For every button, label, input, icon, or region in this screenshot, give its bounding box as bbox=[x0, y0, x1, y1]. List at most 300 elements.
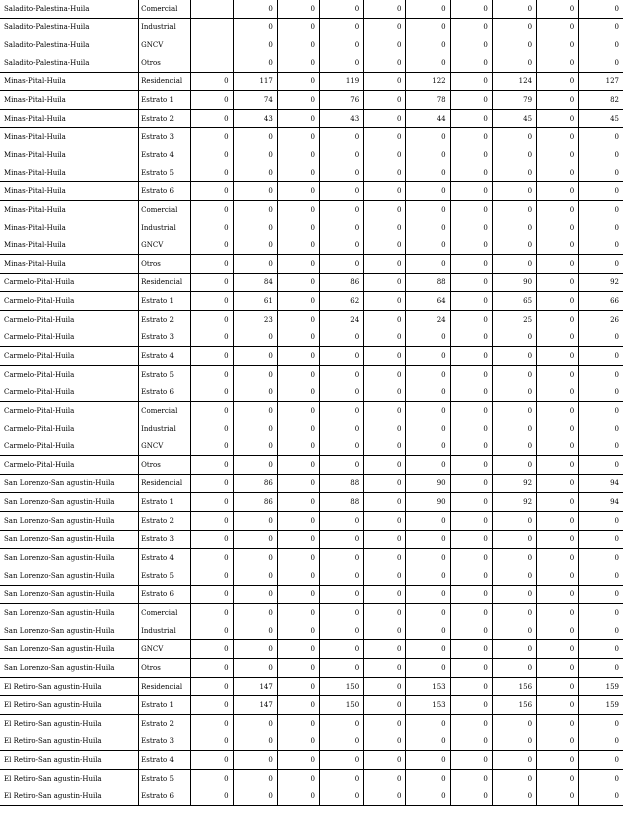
value-cell: 0 bbox=[450, 659, 492, 678]
value-cell: 0 bbox=[320, 640, 364, 659]
value-cell: 0 bbox=[364, 292, 406, 311]
location-cell: Minas-Pital-Huila bbox=[4, 150, 66, 159]
value-cell: 0 bbox=[406, 164, 450, 182]
value-cell: 0 bbox=[320, 402, 364, 420]
value-cell: 0 bbox=[191, 788, 233, 806]
value-cell: 0 bbox=[406, 751, 450, 770]
value-cell: 0 bbox=[579, 0, 623, 18]
value-cell: 0 bbox=[450, 0, 492, 18]
value-cell: 0 bbox=[406, 128, 450, 146]
value-cell: 0 bbox=[492, 585, 536, 604]
value-cell: 0 bbox=[450, 182, 492, 201]
location-cell: Minas-Pital-Huila bbox=[0, 182, 139, 201]
value-cell: 0 bbox=[537, 714, 579, 732]
value-cell: 0 bbox=[364, 273, 406, 292]
value-cell: 0 bbox=[364, 788, 406, 806]
category-cell: Otros bbox=[139, 54, 191, 72]
value-cell: 0 bbox=[233, 402, 277, 420]
value-cell: 66 bbox=[579, 292, 623, 311]
table-row bbox=[0, 493, 623, 512]
value-cell: 0 bbox=[277, 109, 319, 128]
value-cell: 0 bbox=[492, 420, 536, 438]
value-cell: 0 bbox=[537, 585, 579, 604]
table-row bbox=[0, 677, 623, 696]
value-cell: 0 bbox=[364, 201, 406, 219]
value-cell: 0 bbox=[364, 236, 406, 254]
value-cell: 0 bbox=[406, 18, 450, 36]
value-cell: 0 bbox=[450, 109, 492, 128]
value-cell: 0 bbox=[450, 567, 492, 585]
value-cell: 0 bbox=[191, 236, 233, 254]
value-cell: 0 bbox=[492, 788, 536, 806]
value-cell: 0 bbox=[277, 640, 319, 659]
value-cell: 0 bbox=[277, 18, 319, 36]
value-cell: 0 bbox=[320, 511, 364, 530]
value-cell: 0 bbox=[492, 347, 536, 366]
location-cell: Saladito-Palestina-Huila bbox=[0, 0, 139, 18]
category-cell: Estrato 3 bbox=[139, 128, 191, 146]
table-row bbox=[0, 146, 623, 164]
value-cell: 150 bbox=[320, 696, 364, 715]
value-cell: 0 bbox=[406, 36, 450, 54]
value-cell: 0 bbox=[450, 511, 492, 530]
value-cell: 0 bbox=[450, 585, 492, 604]
value-cell: 0 bbox=[450, 201, 492, 219]
value-cell: 76 bbox=[320, 91, 364, 110]
value-cell: 0 bbox=[406, 659, 450, 678]
location-cell: Minas-Pital-Huila bbox=[0, 164, 139, 182]
value-cell: 0 bbox=[579, 511, 623, 530]
value-cell bbox=[191, 18, 233, 36]
location-cell: Minas-Pital-Huila bbox=[0, 72, 139, 91]
value-cell: 0 bbox=[406, 254, 450, 273]
value-cell: 0 bbox=[492, 146, 536, 164]
value-cell: 0 bbox=[579, 201, 623, 219]
value-cell: 94 bbox=[579, 474, 623, 493]
value-cell: 0 bbox=[277, 201, 319, 219]
location-cell: Minas-Pital-Huila bbox=[0, 254, 139, 273]
value-cell: 0 bbox=[191, 109, 233, 128]
value-cell: 0 bbox=[450, 622, 492, 640]
table-row bbox=[0, 329, 623, 347]
value-cell: 0 bbox=[191, 437, 233, 455]
value-cell: 0 bbox=[537, 437, 579, 455]
value-cell: 0 bbox=[364, 254, 406, 273]
value-cell: 0 bbox=[364, 530, 406, 549]
value-cell: 0 bbox=[320, 365, 364, 383]
category-cell: Estrato 5 bbox=[139, 365, 191, 383]
value-cell: 0 bbox=[450, 128, 492, 146]
value-cell: 0 bbox=[406, 201, 450, 219]
value-cell: 0 bbox=[233, 640, 277, 659]
value-cell: 0 bbox=[233, 659, 277, 678]
value-cell: 0 bbox=[537, 530, 579, 549]
value-cell: 0 bbox=[406, 640, 450, 659]
value-cell: 0 bbox=[492, 456, 536, 475]
value-cell: 0 bbox=[233, 549, 277, 567]
value-cell: 90 bbox=[406, 474, 450, 493]
value-cell: 0 bbox=[492, 769, 536, 787]
value-cell: 45 bbox=[579, 109, 623, 128]
value-cell: 0 bbox=[450, 36, 492, 54]
value-cell: 0 bbox=[277, 604, 319, 622]
value-cell: 0 bbox=[492, 640, 536, 659]
table-row bbox=[0, 640, 623, 659]
value-cell: 0 bbox=[537, 659, 579, 678]
location-cell: Carmelo-Pital-Huila bbox=[0, 383, 139, 401]
value-cell: 0 bbox=[364, 420, 406, 438]
value-cell: 0 bbox=[537, 164, 579, 182]
value-cell: 0 bbox=[406, 219, 450, 237]
value-cell: 0 bbox=[364, 549, 406, 567]
value-cell: 86 bbox=[233, 493, 277, 512]
value-cell: 0 bbox=[277, 474, 319, 493]
value-cell: 0 bbox=[406, 146, 450, 164]
location-cell: Minas-Pital-Huila bbox=[0, 91, 139, 110]
value-cell: 0 bbox=[450, 714, 492, 732]
value-cell: 44 bbox=[406, 109, 450, 128]
category-cell: Estrato 1 bbox=[139, 292, 191, 311]
value-cell: 0 bbox=[579, 36, 623, 54]
value-cell: 0 bbox=[191, 329, 233, 347]
value-cell: 0 bbox=[537, 128, 579, 146]
value-cell: 0 bbox=[492, 254, 536, 273]
value-cell: 0 bbox=[277, 420, 319, 438]
value-cell: 0 bbox=[191, 146, 233, 164]
value-cell: 0 bbox=[492, 622, 536, 640]
table-row bbox=[0, 36, 623, 54]
location-cell: El Retiro-San agustin-Huila bbox=[4, 774, 102, 783]
value-cell: 0 bbox=[191, 549, 233, 567]
category-cell: Industrial bbox=[139, 219, 191, 237]
table-row bbox=[0, 54, 623, 72]
value-cell: 0 bbox=[364, 769, 406, 787]
location-cell: San Lorenzo-San agustin-Huila bbox=[0, 530, 139, 549]
value-cell: 0 bbox=[492, 714, 536, 732]
value-cell: 0 bbox=[191, 292, 233, 311]
value-cell: 0 bbox=[191, 365, 233, 383]
value-cell: 0 bbox=[450, 219, 492, 237]
value-cell: 0 bbox=[537, 769, 579, 787]
value-cell: 0 bbox=[277, 456, 319, 475]
value-cell: 0 bbox=[320, 604, 364, 622]
value-cell: 0 bbox=[492, 604, 536, 622]
value-cell: 0 bbox=[450, 733, 492, 751]
value-cell: 0 bbox=[537, 420, 579, 438]
value-cell: 0 bbox=[579, 182, 623, 201]
location-cell: San Lorenzo-San agustin-Huila bbox=[0, 585, 139, 604]
value-cell: 0 bbox=[277, 164, 319, 182]
value-cell: 0 bbox=[450, 18, 492, 36]
value-cell: 0 bbox=[406, 437, 450, 455]
value-cell: 0 bbox=[233, 420, 277, 438]
value-cell bbox=[191, 36, 233, 54]
value-cell: 0 bbox=[579, 751, 623, 770]
value-cell: 0 bbox=[450, 549, 492, 567]
value-cell: 0 bbox=[579, 420, 623, 438]
value-cell: 0 bbox=[364, 146, 406, 164]
value-cell: 0 bbox=[450, 146, 492, 164]
value-cell: 0 bbox=[450, 420, 492, 438]
value-cell: 82 bbox=[579, 91, 623, 110]
category-cell: GNCV bbox=[139, 437, 191, 455]
value-cell: 0 bbox=[579, 329, 623, 347]
value-cell: 0 bbox=[277, 511, 319, 530]
location-cell: Carmelo-Pital-Huila bbox=[4, 315, 75, 324]
value-cell: 0 bbox=[537, 201, 579, 219]
location-cell: Carmelo-Pital-Huila bbox=[0, 273, 139, 292]
category-cell: Comercial bbox=[139, 604, 191, 622]
table-row bbox=[0, 72, 623, 91]
location-cell: San Lorenzo-San agustin-Huila bbox=[4, 554, 115, 563]
category-cell: Estrato 2 bbox=[139, 714, 191, 732]
value-cell: 159 bbox=[579, 677, 623, 696]
table-row bbox=[0, 254, 623, 273]
value-cell: 0 bbox=[364, 347, 406, 366]
table-row bbox=[0, 310, 623, 328]
value-cell: 0 bbox=[537, 788, 579, 806]
location-cell: San Lorenzo-San agustin-Huila bbox=[0, 511, 139, 530]
value-cell: 90 bbox=[406, 493, 450, 512]
table-row bbox=[0, 659, 623, 678]
table-row bbox=[0, 530, 623, 549]
table-row bbox=[0, 769, 623, 787]
value-cell: 0 bbox=[537, 365, 579, 383]
category-cell: Estrato 1 bbox=[139, 696, 191, 715]
value-cell: 0 bbox=[191, 72, 233, 91]
value-cell: 0 bbox=[537, 677, 579, 696]
category-cell: Estrato 1 bbox=[139, 493, 191, 512]
value-cell: 0 bbox=[579, 456, 623, 475]
value-cell: 86 bbox=[233, 474, 277, 493]
value-cell: 0 bbox=[537, 474, 579, 493]
value-cell: 0 bbox=[450, 54, 492, 72]
value-cell: 92 bbox=[579, 273, 623, 292]
category-cell: Estrato 2 bbox=[139, 310, 191, 328]
value-cell: 0 bbox=[492, 659, 536, 678]
location-cell: Minas-Pital-Huila bbox=[4, 133, 66, 142]
value-cell: 0 bbox=[320, 456, 364, 475]
value-cell bbox=[191, 0, 233, 18]
table-row bbox=[0, 18, 623, 36]
table-row bbox=[0, 365, 623, 383]
value-cell: 0 bbox=[406, 236, 450, 254]
value-cell: 0 bbox=[492, 0, 536, 18]
category-cell: Comercial bbox=[139, 201, 191, 219]
value-cell: 0 bbox=[537, 254, 579, 273]
value-cell: 0 bbox=[406, 54, 450, 72]
value-cell: 0 bbox=[406, 549, 450, 567]
value-cell: 0 bbox=[364, 456, 406, 475]
value-cell: 0 bbox=[537, 696, 579, 715]
value-cell: 0 bbox=[450, 530, 492, 549]
value-cell: 0 bbox=[320, 128, 364, 146]
category-cell: Estrato 2 bbox=[139, 511, 191, 530]
category-cell: Otros bbox=[139, 456, 191, 475]
category-cell: Residencial bbox=[139, 72, 191, 91]
value-cell: 0 bbox=[191, 456, 233, 475]
value-cell: 0 bbox=[450, 696, 492, 715]
value-cell: 0 bbox=[233, 18, 277, 36]
value-cell: 0 bbox=[277, 659, 319, 678]
value-cell: 0 bbox=[191, 511, 233, 530]
location-cell: Minas-Pital-Huila bbox=[0, 236, 139, 254]
value-cell: 0 bbox=[364, 72, 406, 91]
value-cell: 0 bbox=[320, 585, 364, 604]
value-cell: 0 bbox=[406, 567, 450, 585]
value-cell: 0 bbox=[579, 733, 623, 751]
value-cell: 26 bbox=[579, 310, 623, 328]
value-cell: 0 bbox=[537, 733, 579, 751]
value-cell: 92 bbox=[492, 493, 536, 512]
value-cell: 0 bbox=[579, 347, 623, 366]
value-cell: 0 bbox=[364, 604, 406, 622]
value-cell: 0 bbox=[320, 36, 364, 54]
value-cell: 0 bbox=[233, 530, 277, 549]
value-cell: 0 bbox=[579, 365, 623, 383]
category-cell: Estrato 6 bbox=[139, 788, 191, 806]
value-cell: 0 bbox=[492, 733, 536, 751]
value-cell: 0 bbox=[277, 182, 319, 201]
value-cell: 0 bbox=[406, 733, 450, 751]
location-cell: Carmelo-Pital-Huila bbox=[0, 437, 139, 455]
value-cell: 62 bbox=[320, 292, 364, 311]
value-cell: 0 bbox=[579, 604, 623, 622]
value-cell: 0 bbox=[364, 36, 406, 54]
value-cell: 0 bbox=[579, 54, 623, 72]
value-cell: 0 bbox=[364, 585, 406, 604]
value-cell: 24 bbox=[406, 310, 450, 328]
value-cell: 0 bbox=[406, 788, 450, 806]
value-cell: 0 bbox=[364, 0, 406, 18]
value-cell: 0 bbox=[233, 567, 277, 585]
value-cell: 0 bbox=[537, 54, 579, 72]
category-cell: Estrato 3 bbox=[139, 733, 191, 751]
value-cell: 0 bbox=[450, 493, 492, 512]
value-cell: 117 bbox=[233, 72, 277, 91]
value-cell: 0 bbox=[191, 493, 233, 512]
location-cell: El Retiro-San agustin-Huila bbox=[0, 751, 139, 770]
location-cell: Minas-Pital-Huila bbox=[4, 205, 66, 214]
value-cell: 0 bbox=[364, 751, 406, 770]
value-cell: 0 bbox=[320, 659, 364, 678]
value-cell: 0 bbox=[364, 182, 406, 201]
value-cell: 0 bbox=[277, 567, 319, 585]
category-cell: Estrato 6 bbox=[139, 585, 191, 604]
table-row bbox=[0, 474, 623, 493]
category-cell: Estrato 3 bbox=[139, 329, 191, 347]
table-row bbox=[0, 585, 623, 604]
value-cell: 0 bbox=[579, 383, 623, 401]
value-cell: 0 bbox=[277, 677, 319, 696]
category-cell: Residencial bbox=[139, 273, 191, 292]
value-cell: 84 bbox=[233, 273, 277, 292]
value-cell: 0 bbox=[320, 18, 364, 36]
value-cell: 0 bbox=[406, 0, 450, 18]
value-cell: 0 bbox=[191, 604, 233, 622]
value-cell: 0 bbox=[537, 72, 579, 91]
value-cell: 0 bbox=[492, 36, 536, 54]
category-cell: Comercial bbox=[139, 0, 191, 18]
value-cell: 0 bbox=[233, 146, 277, 164]
value-cell: 156 bbox=[492, 677, 536, 696]
value-cell: 78 bbox=[406, 91, 450, 110]
value-cell: 0 bbox=[492, 164, 536, 182]
value-cell: 0 bbox=[450, 273, 492, 292]
value-cell: 0 bbox=[191, 310, 233, 328]
value-cell: 0 bbox=[233, 733, 277, 751]
value-cell: 0 bbox=[537, 0, 579, 18]
value-cell: 0 bbox=[320, 347, 364, 366]
value-cell: 0 bbox=[233, 365, 277, 383]
location-cell: Carmelo-Pital-Huila bbox=[0, 292, 139, 311]
value-cell: 0 bbox=[191, 273, 233, 292]
value-cell: 0 bbox=[364, 640, 406, 659]
table-row bbox=[0, 91, 623, 110]
category-cell: Otros bbox=[139, 659, 191, 678]
value-cell: 0 bbox=[364, 365, 406, 383]
table-row bbox=[0, 622, 623, 640]
table-row bbox=[0, 751, 623, 770]
value-cell: 0 bbox=[233, 751, 277, 770]
value-cell: 0 bbox=[320, 0, 364, 18]
value-cell: 0 bbox=[191, 402, 233, 420]
value-cell: 0 bbox=[191, 182, 233, 201]
value-cell: 0 bbox=[537, 146, 579, 164]
value-cell: 0 bbox=[320, 420, 364, 438]
value-cell: 0 bbox=[191, 622, 233, 640]
value-cell: 0 bbox=[191, 530, 233, 549]
value-cell: 0 bbox=[450, 310, 492, 328]
location-cell: San Lorenzo-San agustin-Huila bbox=[0, 493, 139, 512]
table-row bbox=[0, 788, 623, 806]
category-cell: Estrato 2 bbox=[139, 109, 191, 128]
value-cell: 0 bbox=[579, 164, 623, 182]
value-cell: 0 bbox=[320, 329, 364, 347]
category-cell: Estrato 5 bbox=[139, 769, 191, 787]
value-cell: 0 bbox=[537, 36, 579, 54]
value-cell: 0 bbox=[233, 219, 277, 237]
value-cell: 0 bbox=[320, 622, 364, 640]
category-cell: Industrial bbox=[139, 18, 191, 36]
value-cell: 0 bbox=[233, 128, 277, 146]
value-cell: 0 bbox=[277, 530, 319, 549]
value-cell: 0 bbox=[537, 567, 579, 585]
value-cell: 0 bbox=[450, 292, 492, 311]
value-cell: 74 bbox=[233, 91, 277, 110]
value-cell: 0 bbox=[277, 788, 319, 806]
value-cell: 0 bbox=[233, 0, 277, 18]
value-cell: 88 bbox=[406, 273, 450, 292]
value-cell: 0 bbox=[233, 714, 277, 732]
category-cell: Estrato 4 bbox=[139, 146, 191, 164]
category-cell: Estrato 6 bbox=[139, 182, 191, 201]
value-cell: 0 bbox=[191, 91, 233, 110]
value-cell: 0 bbox=[277, 622, 319, 640]
table-row bbox=[0, 347, 623, 366]
value-cell: 0 bbox=[233, 236, 277, 254]
value-cell: 0 bbox=[537, 347, 579, 366]
value-cell: 0 bbox=[233, 164, 277, 182]
location-cell: Carmelo-Pital-Huila bbox=[4, 424, 75, 433]
location-cell: San Lorenzo-San agustin-Huila bbox=[0, 474, 139, 493]
value-cell: 0 bbox=[492, 567, 536, 585]
value-cell: 0 bbox=[537, 273, 579, 292]
value-cell: 0 bbox=[233, 585, 277, 604]
value-cell: 0 bbox=[450, 236, 492, 254]
value-cell: 0 bbox=[233, 329, 277, 347]
value-cell: 0 bbox=[277, 54, 319, 72]
